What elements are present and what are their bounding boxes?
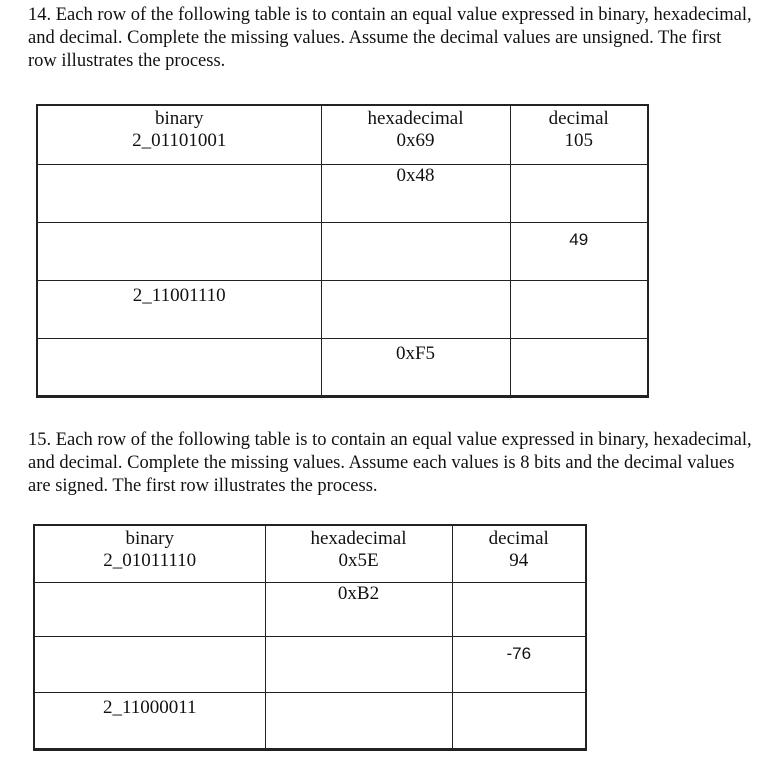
cell-binary[interactable] xyxy=(37,222,321,280)
cell-binary: 2_11000011 xyxy=(34,692,265,749)
cell-decimal: 49 xyxy=(510,222,648,280)
header-hexadecimal: hexadecimal xyxy=(321,105,510,130)
cell-decimal: 94 xyxy=(452,550,586,582)
table-row xyxy=(34,636,586,692)
header-hexadecimal: hexadecimal xyxy=(265,525,452,550)
cell-decimal[interactable] xyxy=(452,692,586,749)
cell-binary: 2_01101001 xyxy=(37,130,321,164)
cell-hex[interactable] xyxy=(265,692,452,749)
table-row xyxy=(37,338,648,396)
cell-binary[interactable] xyxy=(34,582,265,636)
cell-binary[interactable] xyxy=(37,338,321,396)
header-binary: binary xyxy=(37,105,321,130)
cell-binary[interactable] xyxy=(37,164,321,222)
question-14-text: 14. Each row of the following table is to contain an equal value expressed in binary, hexadecimal, and decimal. Complete the missing values. Assume the decimal values are unsigned. The first row illustrates the process. xyxy=(28,5,752,71)
header-decimal: decimal xyxy=(510,105,648,130)
cell-hex: 0x5E xyxy=(265,550,452,582)
table-row xyxy=(37,222,648,280)
cell-hex[interactable] xyxy=(265,636,452,692)
cell-binary: 2_01011110 xyxy=(34,550,265,582)
cell-hex: 0x69 xyxy=(321,130,510,164)
cell-binary[interactable] xyxy=(34,636,265,692)
table-q14 xyxy=(36,104,649,398)
table-row xyxy=(34,692,586,749)
cell-binary: 2_11001110 xyxy=(37,280,321,338)
cell-hex[interactable] xyxy=(321,222,510,280)
cell-hex: 0xB2 xyxy=(265,582,452,636)
cell-decimal[interactable] xyxy=(510,164,648,222)
table-q15 xyxy=(33,524,587,751)
table-row xyxy=(34,582,586,636)
cell-decimal[interactable] xyxy=(510,338,648,396)
cell-decimal: -76 xyxy=(452,636,586,692)
table-row xyxy=(37,164,648,222)
table-row xyxy=(37,280,648,338)
cell-decimal[interactable] xyxy=(510,280,648,338)
cell-decimal[interactable] xyxy=(452,582,586,636)
cell-hex: 0x48 xyxy=(321,164,510,222)
cell-hex: 0xF5 xyxy=(321,338,510,396)
header-binary: binary xyxy=(34,525,265,550)
cell-decimal: 105 xyxy=(510,130,648,164)
question-15-text: 15. Each row of the following table is to contain an equal value expressed in binary, hexadecimal, and decimal. Complete the missing values. Assume each values is 8 bits and the decimal values are signed. The first row illustrates the process. xyxy=(28,430,752,496)
header-decimal: decimal xyxy=(452,525,586,550)
cell-hex[interactable] xyxy=(321,280,510,338)
